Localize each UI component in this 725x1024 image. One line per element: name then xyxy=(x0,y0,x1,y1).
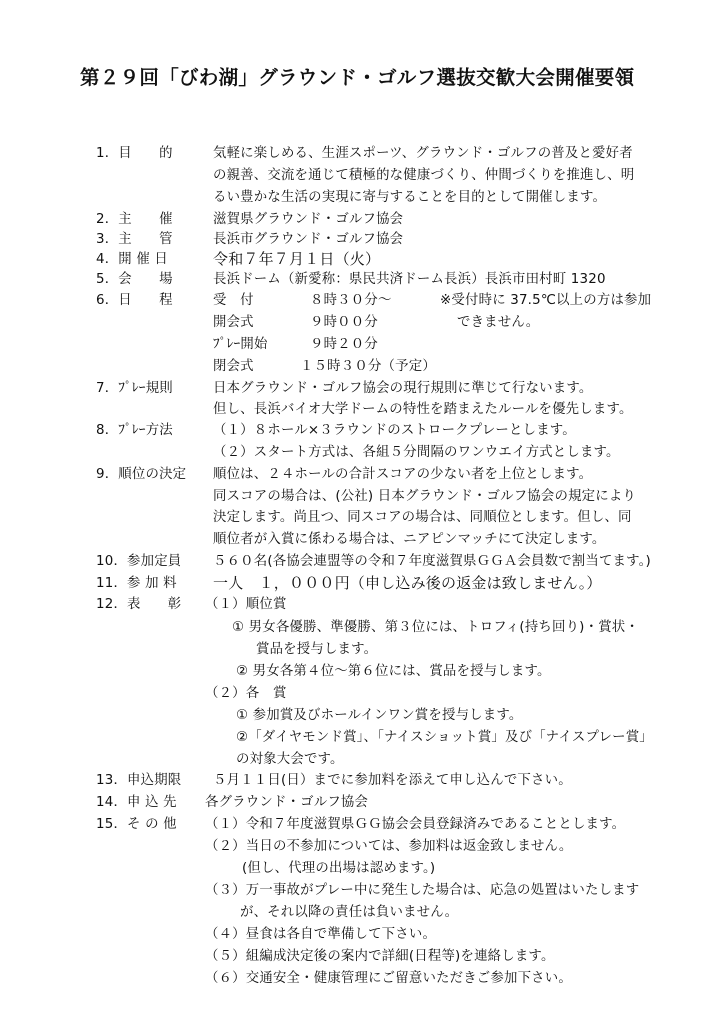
item-10-text-line: ５６０名(各協会連盟等の令和７年度滋賀県ＧＧＡ会員数で割当てます。) xyxy=(213,554,651,569)
schedule-note-line: できません。 xyxy=(457,315,540,330)
item-1-text-line: の親善、交流を通じて積極的な健康づくり、仲間づくりを推進し、明 xyxy=(213,168,635,183)
item-7-label: 7．ﾌﾟﾚｰ規則 xyxy=(96,381,173,396)
item-14-text-line: 各グラウンド・ゴルフ協会 xyxy=(205,795,369,810)
item-12-text-line: ② 男女各第４位～第６位には、賞品を授与します。 xyxy=(236,664,551,679)
item-5-label: 5．会 場 xyxy=(96,272,173,287)
item-15-text-line: が、それ以降の責任は負いません。 xyxy=(240,905,459,920)
item-13-label: 13．申込期限 xyxy=(96,773,182,788)
document-title: 第２９回「びわ湖」グラウンド・ゴルフ選抜交歓大会開催要領 xyxy=(80,66,635,89)
item-4-text-line: 令和７年７月１日（火） xyxy=(213,250,381,268)
item-15-text-line: （４）昼食は各自で準備して下さい。 xyxy=(205,927,437,942)
item-15-text-line: （５）組編成決定後の案内で詳細(日程等)を連絡します。 xyxy=(205,949,555,964)
item-9-text-line: 順位は、２４ホールの合計スコアの少ない者を上位とします。 xyxy=(213,467,593,482)
item-2-label: 2．主 催 xyxy=(96,212,173,227)
item-15-text-line: (但し、代理の出場は認めます。) xyxy=(242,861,436,876)
item-12-text-line: ① 男女各優勝、準優勝、第３位には、トロフィ(持ち回り)・賞状・ xyxy=(232,620,639,635)
schedule-time: １５時３０分（予定） xyxy=(300,359,436,374)
item-12-text-line: 賞品を授与します。 xyxy=(256,642,378,657)
item-1-label: 1．目 的 xyxy=(96,146,173,161)
schedule-name: 閉会式 xyxy=(213,359,254,374)
item-3-label: 3．主 管 xyxy=(96,232,173,247)
item-12-text-line: ① 参加賞及びホールインワン賞を授与します。 xyxy=(236,708,523,723)
item-4-label: 4．開 催 日 xyxy=(96,252,168,267)
schedule-name: 開会式 xyxy=(213,315,254,330)
item-8-label: 8．ﾌﾟﾚｰ方法 xyxy=(96,423,173,438)
item-11-text-line: 一人 １，０００円（申し込み後の返金は致しません。） xyxy=(213,574,602,592)
item-15-text-line: （６）交通安全・健康管理にご留意いただきご参加下さい。 xyxy=(205,971,572,986)
item-15-text-line: （１）令和７年度滋賀県ＧＧ協会会員登録済みであることとします。 xyxy=(205,817,626,832)
schedule-name: 受 付 xyxy=(213,293,254,308)
item-14-label: 14．申 込 先 xyxy=(96,795,177,810)
item-9-text-line: 決定します。尚且つ、同スコアの場合は、同順位とします。但し、同 xyxy=(213,510,632,525)
item-9-text-line: 同スコアの場合は、(公社) 日本グラウンド・ゴルフ協会の規定により xyxy=(213,489,637,504)
item-12-label: 12．表 彰 xyxy=(96,597,182,612)
schedule-name: ﾌﾟﾚｰ開始 xyxy=(213,337,268,352)
item-13-text-line: ５月１１日(日）までに参加料を添えて申し込んで下さい。 xyxy=(213,773,572,788)
schedule-time: ９時２０分 xyxy=(310,337,378,352)
item-10-label: 10．参加定員 xyxy=(96,554,182,569)
item-5-text-line: 長浜ドーム（新愛称：県民共済ドーム長浜）長浜市田村町 1320 xyxy=(213,272,606,287)
item-6-label: 6．日 程 xyxy=(96,293,173,308)
item-12-text-line: の対象大会です。 xyxy=(236,752,344,767)
schedule-note-line: ※受付時に 37.5℃以上の方は参加 xyxy=(440,293,652,308)
item-15-label: 15．そ の 他 xyxy=(96,817,177,832)
item-2-text-line: 滋賀県グラウンド・ゴルフ協会 xyxy=(213,212,404,227)
item-1-text-line: るい豊かな生活の実現に寄与することを目的として開催します。 xyxy=(213,190,607,205)
item-8-text-line: （２）スタート方式は、各組５分間隔のワンウエイ方式とします。 xyxy=(213,445,620,460)
schedule-time: ８時３０分～ xyxy=(310,293,392,308)
item-3-text-line: 長浜市グラウンド・ゴルフ協会 xyxy=(213,232,404,247)
item-7-text-line: 日本グラウンド・ゴルフ協会の現行規則に準じて行ないます。 xyxy=(213,381,593,396)
item-15-text-line: （２）当日の不参加については、参加料は返金致しません。 xyxy=(205,839,573,854)
item-12-text-line: ②「ダイヤモンド賞」、「ナイスショット賞」及び「ナイスプレー賞」 xyxy=(236,730,653,745)
item-1-text-line: 気軽に楽しめる、生涯スポーツ、グラウンド・ゴルフの普及と愛好者 xyxy=(213,146,633,161)
item-7-text-line: 但し、長浜バイオ大学ドームの特性を踏まえたルールを優先します。 xyxy=(213,402,633,417)
item-9-text-line: 順位者が入賞に係わる場合は、ニアピンマッチにて決定します。 xyxy=(213,532,606,547)
item-8-text-line: （１）８ホール×３ラウンドのストロークプレーとします。 xyxy=(213,423,576,438)
item-12-text-line: （２）各 賞 xyxy=(205,686,287,701)
item-15-text-line: （３）万一事故がプレー中に発生した場合は、応急の処置はいたします xyxy=(205,883,640,898)
item-9-label: 9．順位の決定 xyxy=(96,467,187,482)
schedule-time: ９時００分 xyxy=(310,315,378,330)
item-12-text-line: （１）順位賞 xyxy=(205,597,287,612)
item-11-label: 11．参 加 料 xyxy=(96,576,177,591)
